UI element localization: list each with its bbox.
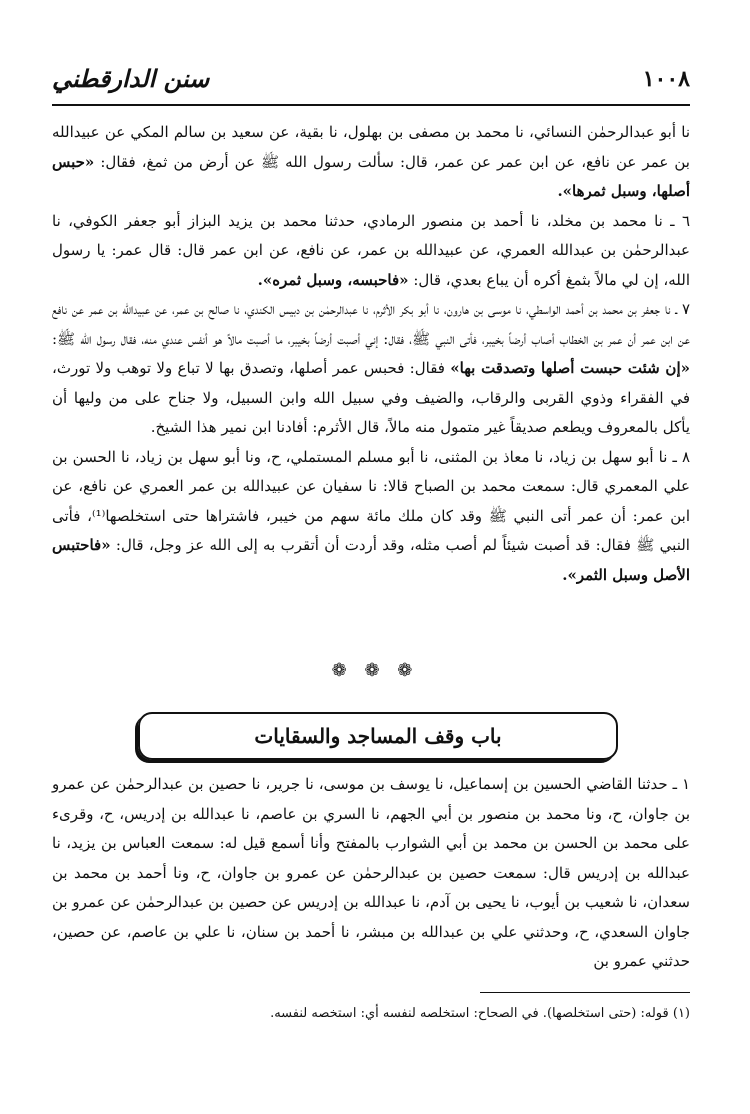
hadith-paragraph: ٦ ـ نا محمد بن مخلد، نا أحمد بن منصور الرمادي، حدثنا محمد بن يزيد البزاز أبو جعفر الكوفي، نا عبدالرحمٰن بن عبدالله العمري، عن عبيدالله بن عمر، عن نافع، عن ابن عمر قال: قال عمر: يا رسول الله، إن لي مالاً بثمغ أكره أن يباع بعدي، قال: «فاحبسه، وسبل ثمره». — [52, 211, 690, 289]
header-divider — [52, 104, 690, 106]
hadith-section-1 — [52, 118, 690, 590]
page-number: ١٠٠٨ — [642, 66, 690, 92]
prophetic-quote: «حبس أصلها، وسبل ثمرها». — [52, 152, 690, 200]
page-header — [52, 64, 690, 98]
footnote: (١) قوله: (حتى استخلصها). في الصحاح: استخلصه لنفسه أي: استخصه لنفسه. — [270, 1006, 690, 1021]
section-separator: ❁ ❁ ❁ — [331, 660, 419, 681]
footnote-divider — [480, 992, 690, 993]
book-title: سنن الدارقطني — [52, 64, 210, 93]
hadith-paragraph: نا أبو عبدالرحمٰن النسائي، نا محمد بن مصفى بن بهلول، نا بقية، عن سعيد بن سالم المكي عن عبيدالله بن عمر عن نافع، عن ابن عمر عن عمر، قال: سألت رسول الله ﷺ عن أرض من ثمغ، فقال: «حبس أصلها، وسبل ثمرها». — [52, 123, 690, 200]
hadith-section-2 — [52, 770, 690, 977]
chapter-title: باب وقف المساجد والسقايات — [138, 712, 618, 760]
prophetic-quote: «إن شئت حبست أصلها وتصدقت بها» — [450, 359, 690, 377]
hadith-paragraph: ٨ ـ نا أبو سهل بن زياد، نا معاذ بن المثنى، نا أبو مسلم المستملي، ح، ونا أبو سهل بن زياد، نا الحسن بن علي المعمري قال: سمعت محمد بن الصباح قالا: نا سفيان عن عبيدالله بن عمر العمري عن نافع، عن ابن عمر: أن عمر أتى النبي ﷺ وقد كان ملك مائة سهم من خيبر، فاشتراها حتى استخلصها⁽¹⁾، فأتى النبي ﷺ فقال: قد أصبت شيئاً لم أصب مثله، وقد أردت أن أتقرب به إلى الله عز وجل، قال: «فاحتبس الأصل وسبل الثمر». — [52, 447, 690, 584]
prophetic-quote: «فاحتبس الأصل وسبل الثمر». — [52, 536, 690, 584]
hadith-paragraph: ١ ـ حدثنا القاضي الحسين بن إسماعيل، نا يوسف بن موسى، نا جرير، نا حصين بن عبدالرحمٰن عن عمرو بن جاوان، ح، ونا محمد بن منصور بن أبي الجهم، نا السري بن عاصم، نا عبدالله بن إدريس، ح، وقرىء على محمد بن الحسن بن محمد بن أبي الشوارب بالمفتح وأنا أسمع قيل له: سمعت العباس بن يزيد، نا عبدالله بن إدريس قال: سمعت حصين بن عبدالرحمٰن عن عمرو بن جاوان، ح، ونا أحمد بن محمد بن سعدان، نا شعيب بن أيوب، نا يحيى بن آدم، نا عبدالله بن إدريس عن حصين بن عبدالرحمٰن عن عمرو بن جاوان السعدي، ح، وحدثني علي بن عبدالله بن مبشر، نا أحمد بن سنان، نا علي بن عاصم، عن حصين، حدثني عمرو بن — [52, 775, 690, 970]
hadith-paragraph: ٧ ـ نا جعفر بن محمد بن أحمد الواسطي، نا موسى بن هارون، نا أبو بكر الأثرم، نا عبدالرحمٰن بن دبيس الكندي، نا صالح بن عمر، عن عبيدالله بن عمر عن نافع عن ابن عمر أن عمر بن الخطاب أصاب أرضاً بخيبر، فأتى النبي ﷺ، فقال: إني أصبت أرضاً بخيبر، ما أصبت مالاً هو أنفس عندي منه، فقال رسول الله ﷺ: «إن شئت حبست أصلها وتصدقت بها» فقال: فحبس عمر أصلها، وتصدق بها لا تباع ولا توهب ولا تورث، في الفقراء وذوي القربى والرقاب، والضيف وفي سبيل الله وابن السبيل، ولا جناح على من وليها أن يأكل بالمعروف ويطعم صديقاً غير متمول منه مالاً، قال الأثرم: أفادنا ابن نمير هذا الشيخ. — [52, 300, 690, 436]
prophetic-quote: «فاحبسه، وسبل ثمره». — [257, 270, 409, 289]
